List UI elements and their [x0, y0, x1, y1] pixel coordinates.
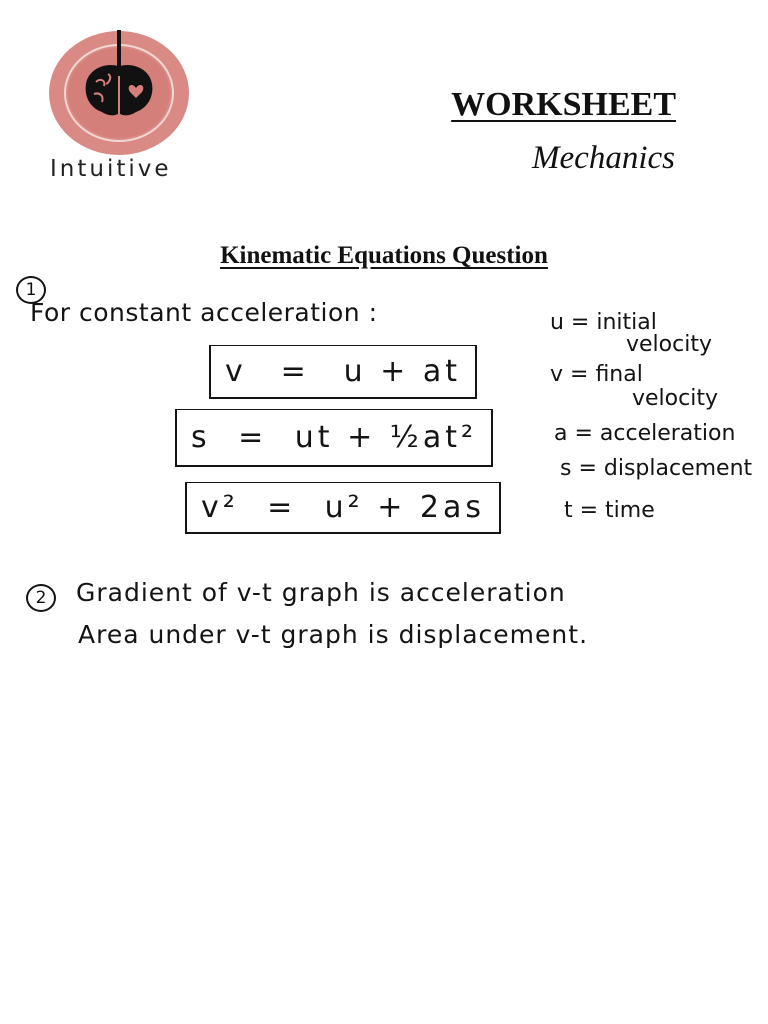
equation-1-rhs: u + at — [343, 354, 461, 389]
equation-1-lhs: v — [225, 354, 247, 389]
question-title: Kinematic Equations Question — [220, 242, 548, 269]
pen-line — [117, 30, 121, 76]
section-1-number: 1 — [16, 276, 46, 304]
equation-1-box — [209, 345, 477, 399]
equation-2-equals: = — [238, 420, 268, 455]
logo-emblem — [48, 30, 190, 156]
equation-2-rhs: ut + ½at² — [294, 420, 477, 455]
subject-title: Mechanics — [532, 140, 675, 176]
equation-3-equals: = — [267, 490, 297, 525]
equation-3-rhs: u² + 2as — [324, 490, 485, 525]
worksheet-title: WORKSHEET — [451, 86, 676, 123]
equation-1-equals: = — [280, 354, 310, 389]
definition-u: u = initial — [550, 310, 657, 335]
intuitive-logo — [48, 18, 190, 180]
definition-v-cont: velocity — [632, 386, 718, 411]
equation-3-lhs: v² — [201, 490, 239, 525]
definition-t: t = time — [564, 498, 655, 523]
section-2-line-2: Area under v-t graph is displacement. — [78, 620, 589, 649]
definition-v: v = final — [550, 362, 643, 387]
section-2-number: 2 — [26, 584, 56, 612]
definition-a: a = acceleration — [554, 421, 736, 446]
definition-s: s = displacement — [560, 456, 753, 481]
definition-u-cont: velocity — [626, 332, 712, 357]
section-2-line-1: Gradient of v-t graph is acceleration — [76, 578, 566, 607]
section-1-intro: For constant acceleration : — [30, 298, 378, 327]
equation-2-lhs: s — [191, 420, 211, 455]
equation-3-box — [185, 482, 501, 534]
equation-2-box — [175, 409, 493, 467]
logo-text: Intuitive — [50, 156, 172, 182]
